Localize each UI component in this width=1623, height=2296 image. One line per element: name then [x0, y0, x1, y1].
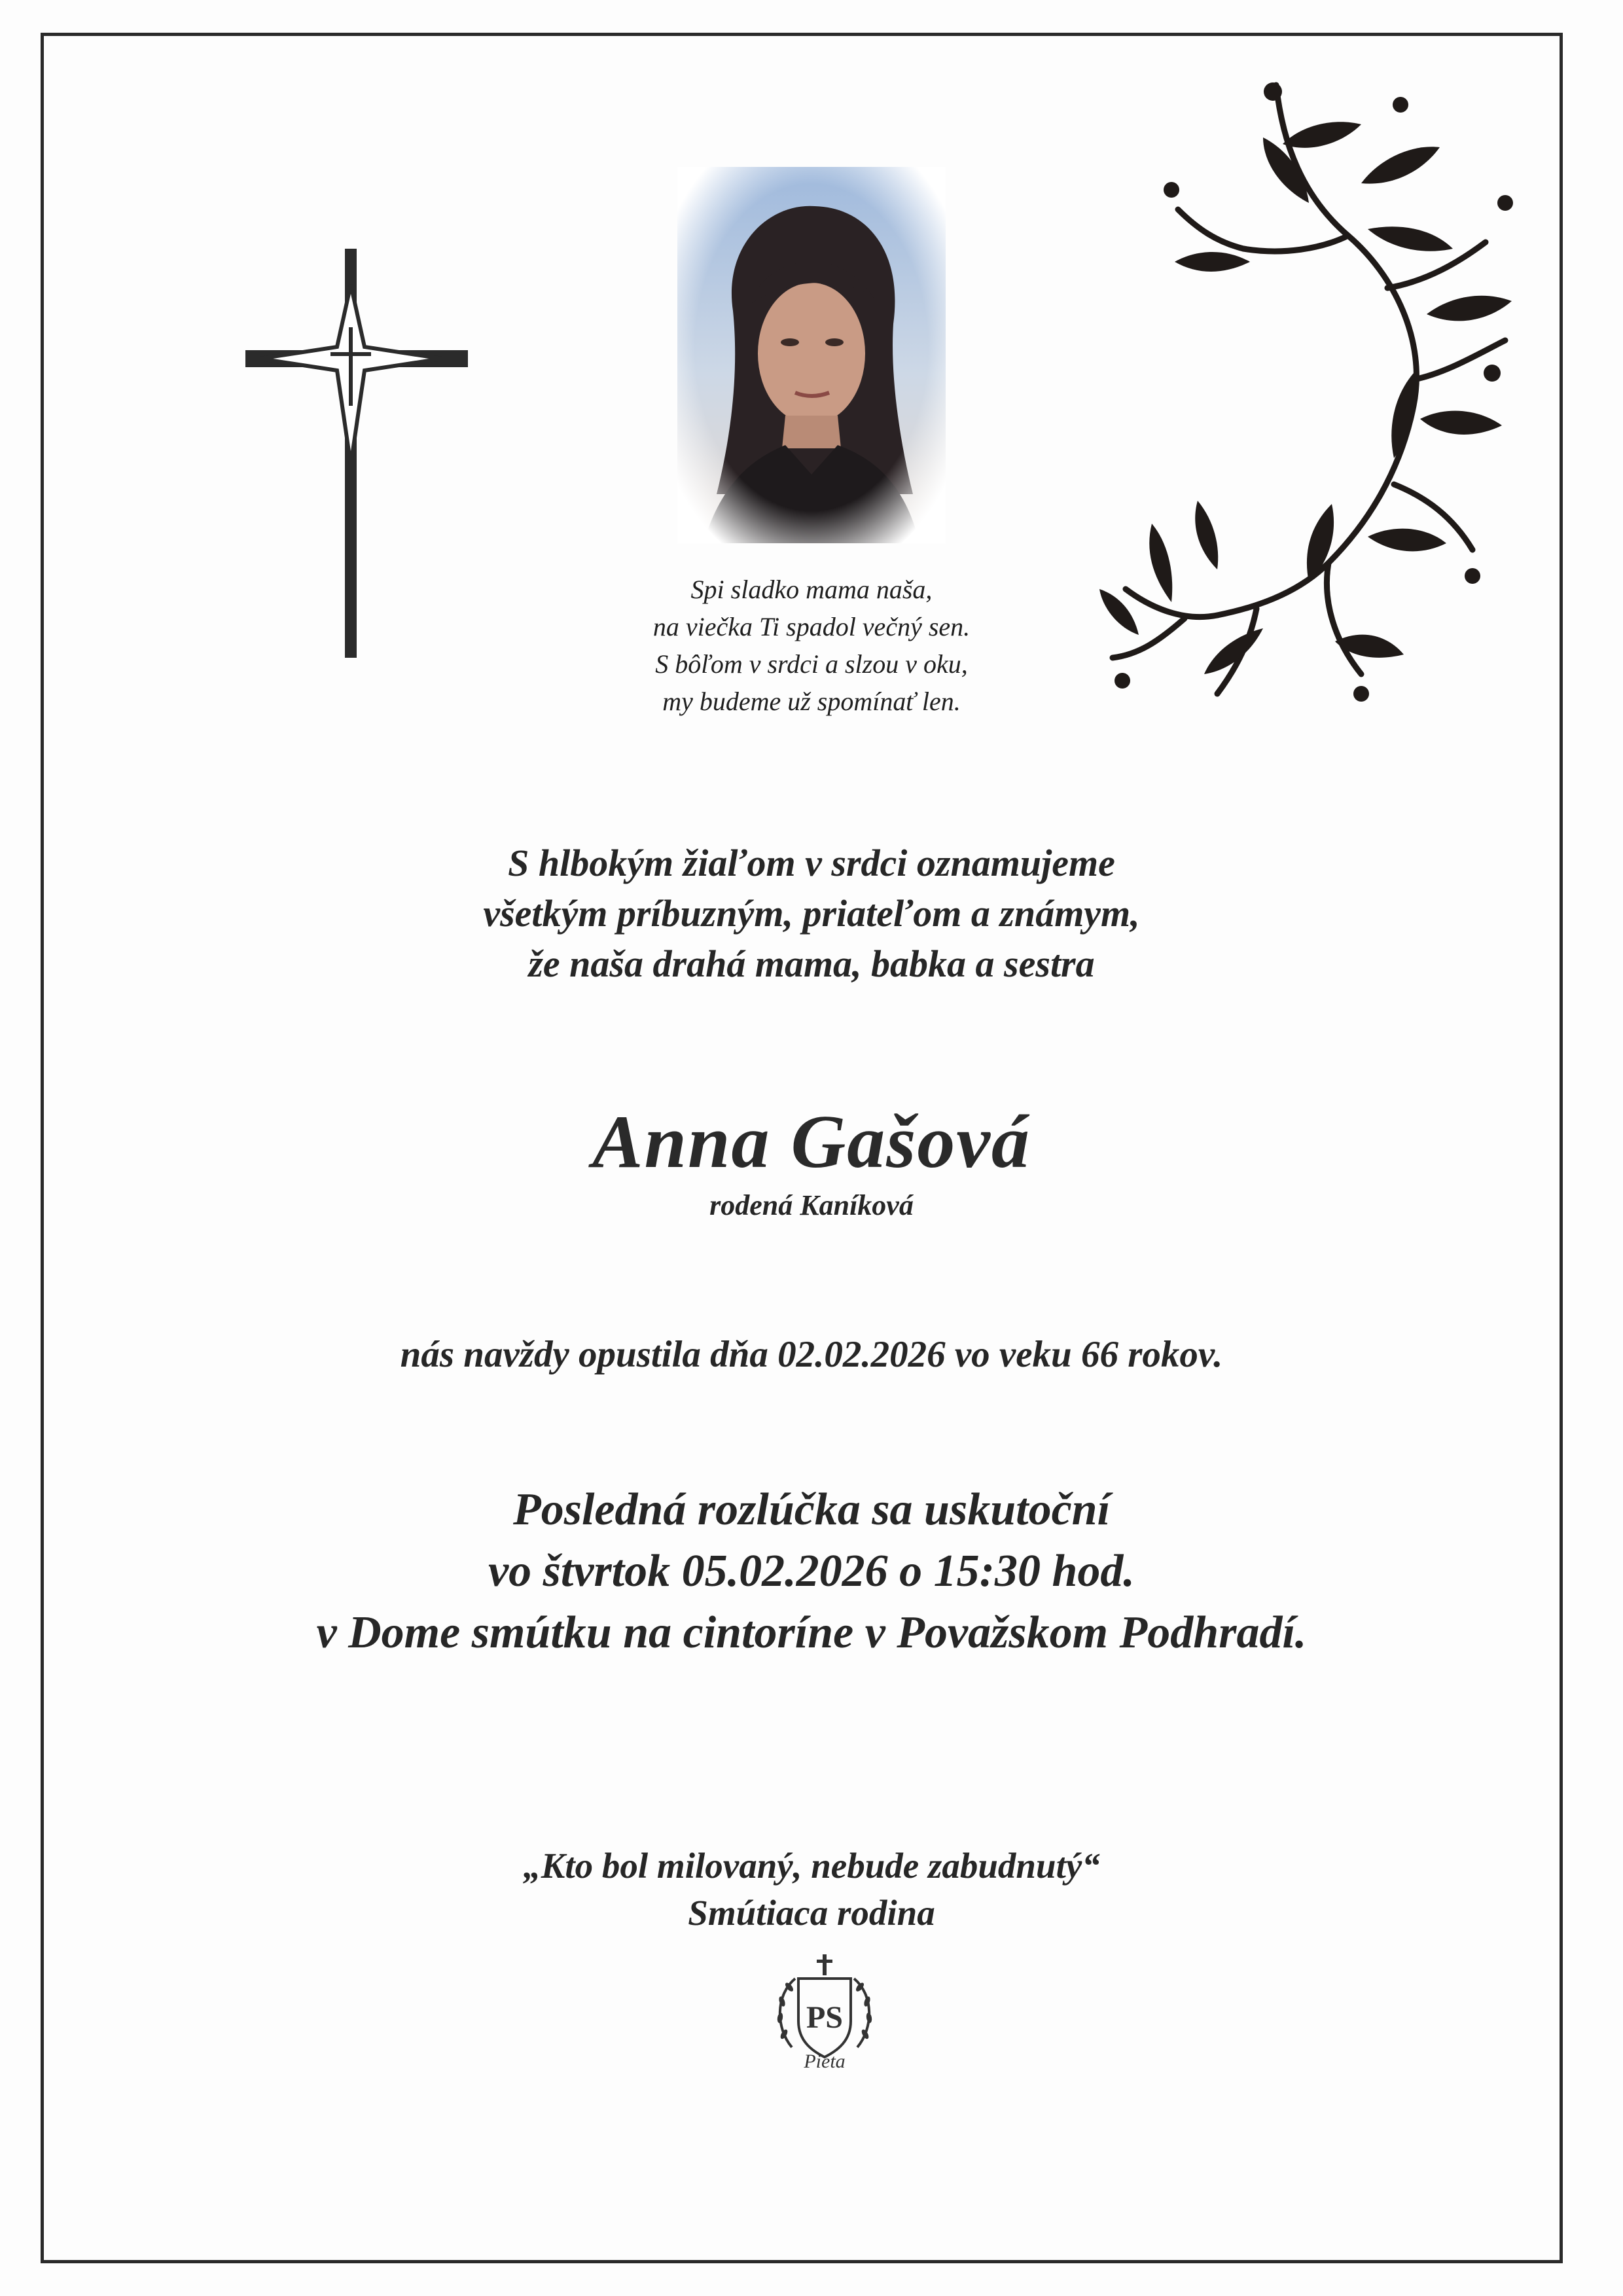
date-of-death-text: nás navždy opustila dňa 02.02.2026 vo veku 66 rokov. [400, 1334, 1223, 1375]
funeral-line: v Dome smútku na cintoríne v Považskom Podhradí. [316, 1607, 1307, 1658]
closing-text [353, 1842, 1270, 1937]
memorial-poem [419, 571, 1204, 720]
family-signature: Smútiaca rodina [688, 1893, 935, 1933]
announcement-line: všetkým príbuzným, priateľom a známym, [483, 892, 1140, 935]
funeral-details [92, 1479, 1531, 1664]
deceased-portrait-photo [677, 167, 946, 543]
poem-line: na viečka Ti spadol večný sen. [652, 612, 971, 641]
poem-line: my budeme už spomínať len. [662, 687, 961, 716]
announcement-text [223, 838, 1400, 989]
closing-quote: „Kto bol milovaný, nebude zabudnutý“ [523, 1846, 1100, 1886]
poem-line: S bôľom v srdci a slzou v oku, [655, 649, 968, 679]
logo-monogram: PS [806, 2000, 844, 2035]
funeral-line: vo štvrtok 05.02.2026 o 15:30 hod. [488, 1546, 1135, 1596]
deceased-name: Anna Gašová [592, 1100, 1031, 1184]
poem-line: Spi sladko mama naša, [690, 575, 933, 604]
logo-label: Pieta [804, 2051, 846, 2072]
announcement-line: S hlbokým žiaľom v srdci oznamujeme [508, 842, 1115, 884]
announcement-line: že naša drahá mama, babka a sestra [528, 942, 1095, 985]
funeral-line: Posledná rozlúčka sa uskutoční [512, 1484, 1111, 1535]
deceased-maiden-name: rodená Kaníková [709, 1189, 914, 1221]
